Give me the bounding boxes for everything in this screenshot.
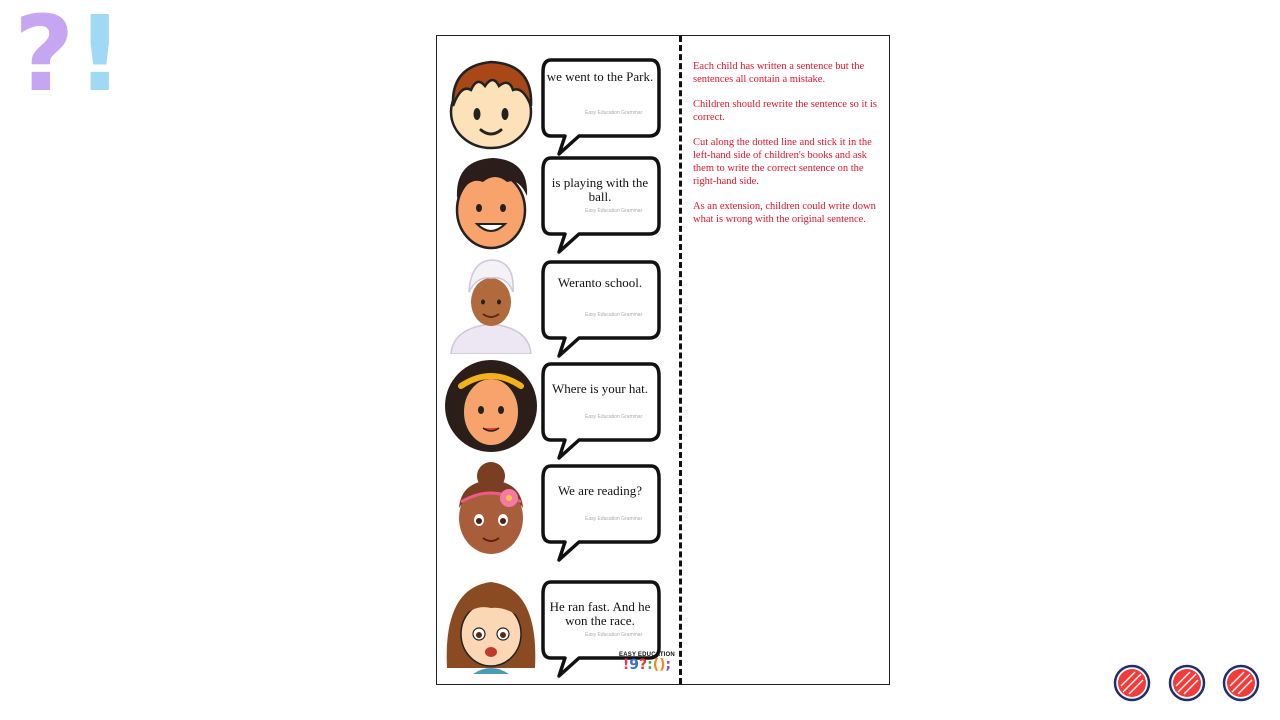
sentence-text: Where is your hat. bbox=[551, 381, 649, 396]
instruction-paragraph: Children should rewrite the sentence so it is correct. bbox=[693, 99, 878, 123]
watermark-text: Easy Education Grammar bbox=[585, 312, 643, 318]
watermark-text: Easy Education Grammar bbox=[585, 516, 643, 522]
brand-glyph: : bbox=[647, 657, 653, 673]
worksheet-page bbox=[436, 35, 890, 685]
boy-turban-icon bbox=[443, 258, 539, 354]
list-item bbox=[437, 258, 677, 358]
brand-glyph: 9 bbox=[629, 657, 639, 673]
brand-glyphs bbox=[617, 658, 677, 672]
watermark-text: Easy Education Grammar bbox=[585, 110, 643, 116]
list-item bbox=[437, 56, 677, 156]
exclamation-mark-icon: ! bbox=[76, 0, 124, 115]
cut-line-divider bbox=[679, 36, 682, 684]
brand-glyph: ; bbox=[665, 657, 672, 673]
sentence-text: He ran fast. And he won the race. bbox=[549, 599, 651, 628]
sentence-text: We are reading? bbox=[557, 483, 643, 498]
scribble-circle-icon[interactable] bbox=[1168, 664, 1206, 702]
speech-bubble-icon bbox=[539, 154, 661, 254]
list-item bbox=[437, 360, 677, 460]
brand-name: EASY EDUCATION bbox=[619, 652, 675, 658]
speech-bubble-icon bbox=[539, 258, 661, 358]
watermark-text: Easy Education Grammar bbox=[585, 208, 643, 214]
question-mark-icon: ? bbox=[14, 0, 75, 115]
scribble-circle-icon[interactable] bbox=[1222, 664, 1260, 702]
sentence-text: Weranto school. bbox=[557, 275, 643, 290]
watermark-text: Easy Education Grammar bbox=[585, 414, 643, 420]
list-item bbox=[437, 462, 677, 562]
brand-glyph: () bbox=[652, 657, 666, 673]
scribble-circle-icon[interactable] bbox=[1113, 664, 1151, 702]
instruction-paragraph: As an extension, children could write down what is wrong with the original sentence. bbox=[693, 201, 876, 225]
sentence-text: is playing with the ball. bbox=[551, 175, 649, 204]
easy-education-logo bbox=[617, 652, 677, 672]
girl-face-icon bbox=[443, 360, 539, 456]
girl-face-icon bbox=[443, 578, 539, 674]
list-item bbox=[437, 154, 677, 254]
instruction-paragraph: Each child has written a sentence but the sentences all contain a mistake. bbox=[693, 61, 865, 85]
brand-glyph: ! bbox=[622, 657, 630, 673]
instruction-paragraph: Cut along the dotted line and stick it in the left-hand side of children's books and ask them to write the correct sentence on the right-hand side. bbox=[693, 137, 872, 187]
boy-face-icon bbox=[443, 154, 539, 250]
brand-glyph: ? bbox=[639, 657, 648, 673]
sentence-text: we went to the Park. bbox=[546, 69, 654, 84]
watermark-text: Easy Education Grammar bbox=[585, 632, 643, 638]
instructions-panel bbox=[693, 60, 881, 238]
boy-face-icon bbox=[443, 56, 539, 152]
question-exclamation-logo bbox=[14, 0, 124, 115]
speech-bubble-icon bbox=[539, 462, 661, 562]
girl-bun-face-icon bbox=[443, 462, 539, 558]
speech-bubble-icon bbox=[539, 360, 661, 460]
